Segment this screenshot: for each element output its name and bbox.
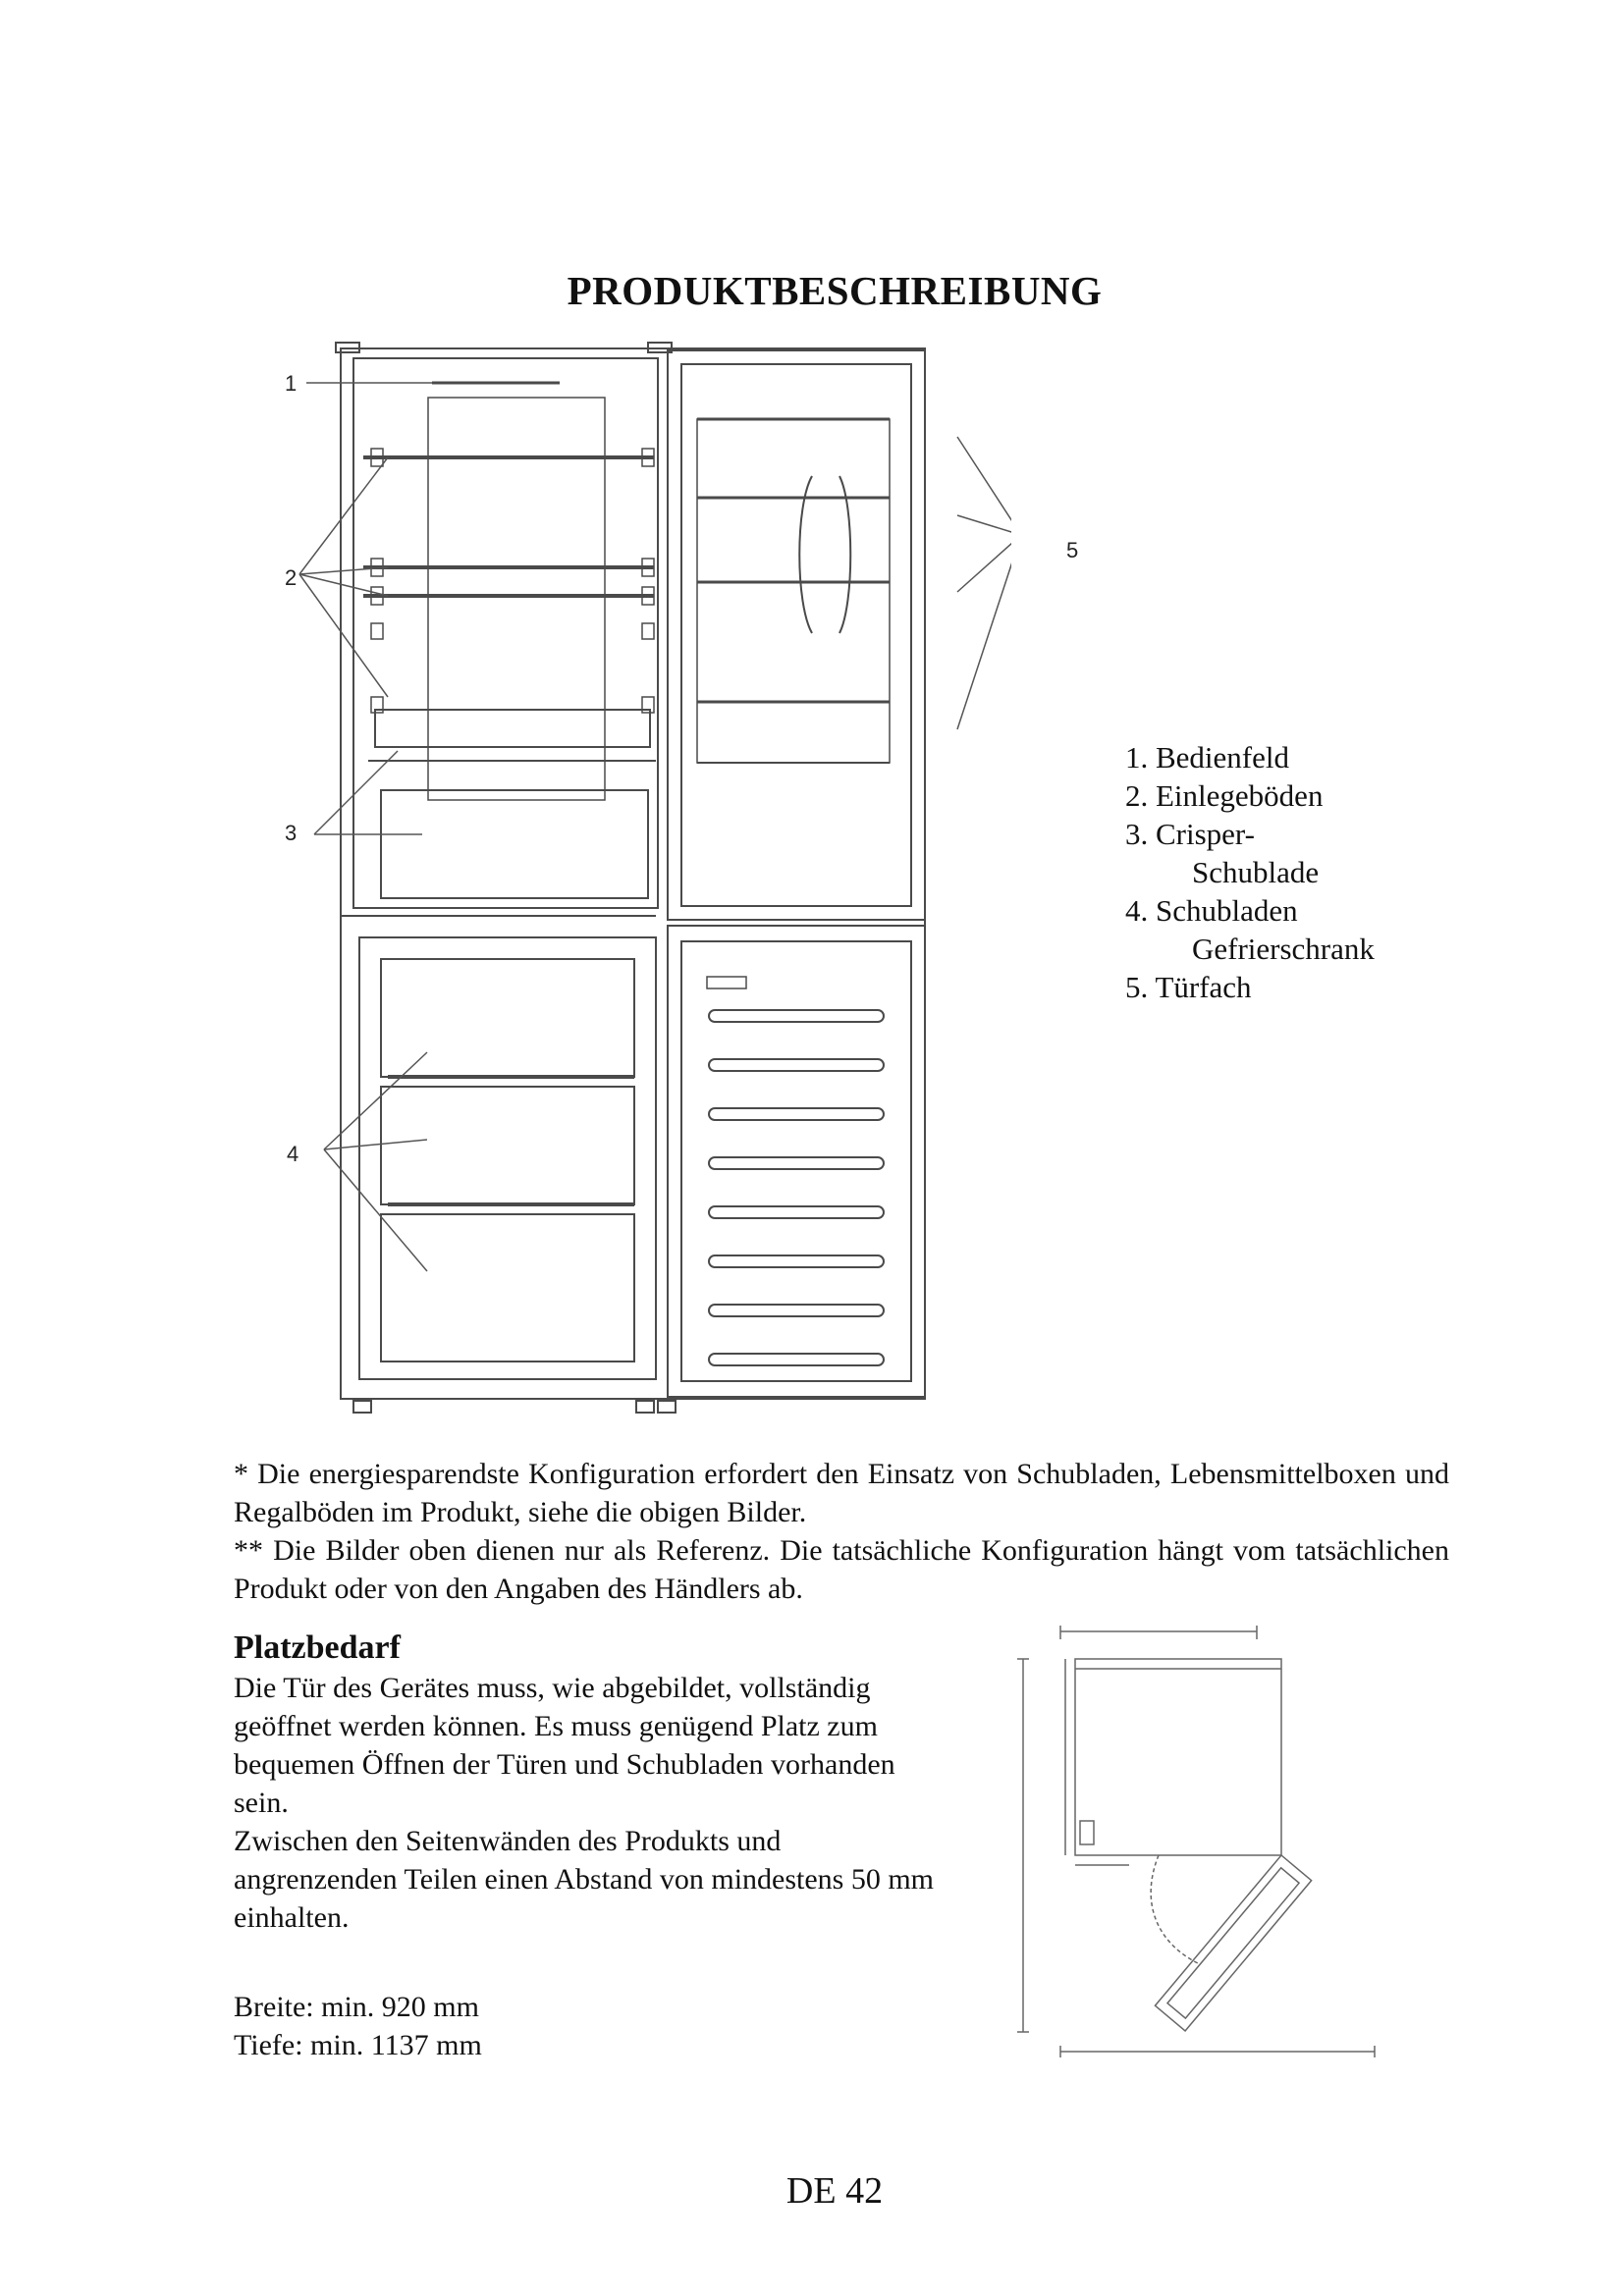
freezer-drawer-2	[381, 1087, 634, 1204]
section-heading-platzbedarf: Platzbedarf	[234, 1629, 401, 1666]
callout-3: 3	[285, 821, 298, 845]
crisper-drawer	[381, 790, 648, 898]
callout-2: 2	[285, 565, 298, 590]
callout-1: 1	[285, 371, 298, 396]
fridge-door	[668, 350, 925, 920]
page-title: PRODUKTBESCHREIBUNG	[567, 268, 1103, 313]
space-requirement-diagram	[1001, 1610, 1394, 2061]
page-number: DE 42	[785, 2170, 884, 2212]
legend-item-2: 2. Einlegeböden	[1125, 778, 1324, 813]
legend-item-3: 3. Crisper-	[1125, 817, 1255, 851]
display-icon	[707, 977, 746, 988]
notes	[234, 1455, 1449, 1608]
fridge-top-view	[1075, 1659, 1281, 1855]
fridge-compartment	[353, 358, 658, 908]
legend-item-4-cont: Gefrierschrank	[1192, 932, 1375, 966]
fridge-diagram	[265, 329, 1011, 1423]
dimension-width: Breite: min. 920 mm	[234, 1991, 479, 2023]
legend-item-5: 5. Türfach	[1125, 970, 1252, 1004]
note-energy: * Die energiesparendste Konfiguration erfordert den Einsatz von Schubladen, Lebensmittelboxen und Regalböden im Produkt, siehe die obigen Bilder.	[234, 1458, 1449, 1528]
legend-item-4: 4. Schubladen	[1125, 893, 1298, 928]
freezer-drawer-3	[381, 1214, 634, 1362]
callout-5: 5	[1066, 538, 1079, 562]
dimension-depth: Tiefe: min. 1137 mm	[234, 2029, 482, 2061]
open-door	[1155, 1855, 1311, 2031]
parts-legend	[1125, 738, 1375, 1006]
freezer-compartment	[359, 937, 656, 1379]
freezer-door	[668, 926, 925, 1397]
legend-item-3-cont: Schublade	[1192, 855, 1320, 889]
callout-4: 4	[287, 1142, 299, 1166]
dimensions	[234, 1988, 482, 2064]
platzbedarf-text	[234, 1669, 943, 1937]
legend-item-1: 1. Bedienfeld	[1125, 740, 1290, 774]
note-reference: ** Die Bilder oben dienen nur als Referenz. Die tatsächliche Konfiguration hängt vom tatsächlichen Produkt oder von den Angaben des Händlers ab.	[234, 1534, 1449, 1605]
platzbedarf-para-1: Die Tür des Gerätes muss, wie abgebildet, vollständig geöffnet werden können. Es muss genügend Platz zum bequemen Öffnen der Türen und Schubladen vorhanden sein.	[234, 1672, 895, 1819]
crisper-lid	[375, 710, 650, 747]
platzbedarf-para-2: Zwischen den Seitenwänden des Produkts und angrenzenden Teilen einen Abstand von mindestens 50 mm einhalten.	[234, 1825, 935, 1934]
